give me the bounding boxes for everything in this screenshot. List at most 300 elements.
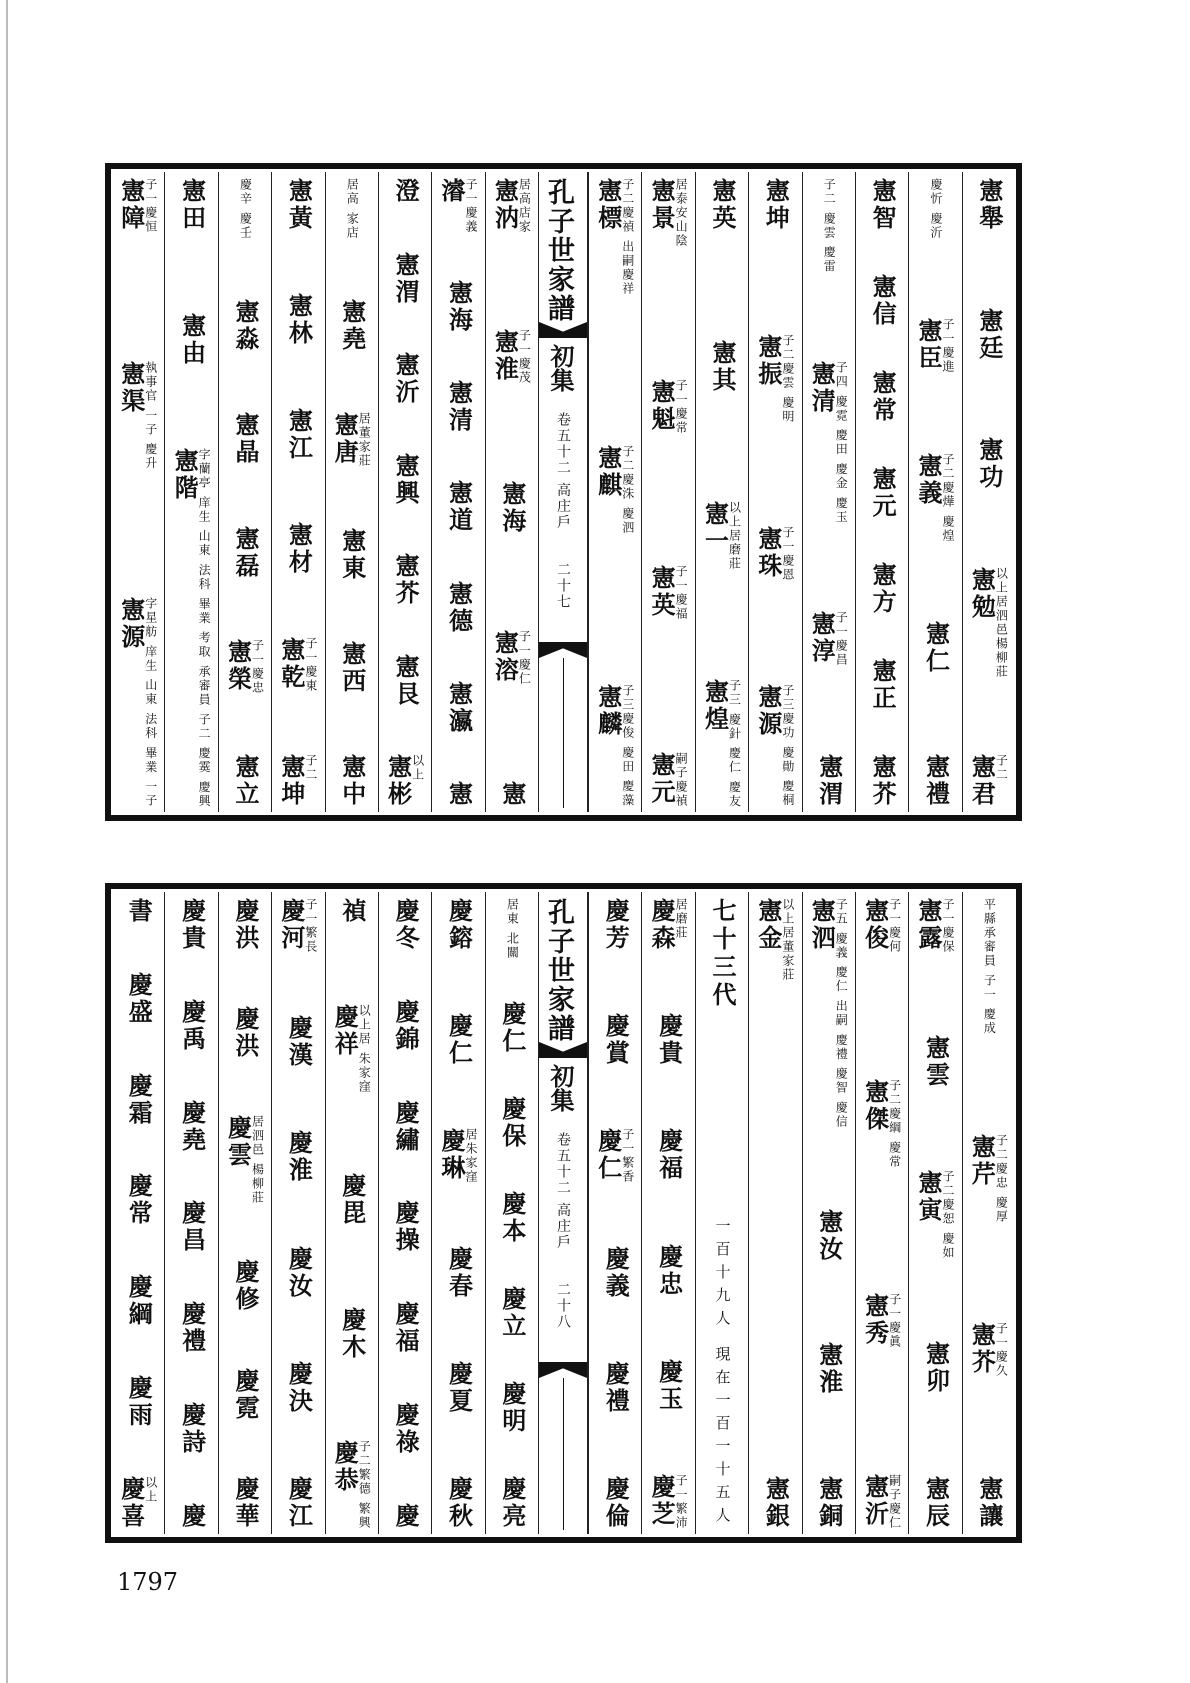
text-column <box>378 892 431 1534</box>
person-name: 憲中 <box>337 754 367 808</box>
text-column <box>908 892 961 1534</box>
genealogy-entry <box>821 178 836 274</box>
genealogy-entry <box>497 1475 527 1530</box>
genealogy-entry <box>969 1134 1008 1224</box>
person-name: 慶 <box>177 1502 207 1530</box>
person-name: 慶冬 <box>391 898 421 952</box>
annotation-note: 子一慶昌 <box>834 610 849 667</box>
genealogy-entry <box>713 1218 732 1530</box>
genealogy-entry <box>116 360 158 471</box>
annotation-note: 嗣子慶仁 <box>887 1473 902 1530</box>
annotation-note: 以上 <box>410 754 425 782</box>
person-name: 慶錦 <box>391 998 421 1053</box>
person-name: 慶禮 <box>177 1301 207 1356</box>
genealogy-entry <box>921 1475 951 1530</box>
annotation-note: 子一慶義 <box>463 178 478 234</box>
genealogy-entry <box>337 299 367 354</box>
annotation-note: 居東 北關 <box>505 898 520 960</box>
person-name: 憲由 <box>177 312 207 367</box>
person-name: 憲江 <box>284 407 314 462</box>
person-name: 慶繡 <box>391 1099 421 1154</box>
genealogy-entry <box>337 898 367 925</box>
person-name: 憲君 <box>967 754 997 808</box>
person-name: 憲元 <box>647 751 677 806</box>
person-name: 慶夏 <box>444 1360 474 1415</box>
text-column <box>855 172 908 812</box>
text-column <box>271 892 324 1534</box>
genealogy-entry <box>913 318 955 375</box>
genealogy-entry <box>177 1200 207 1255</box>
genealogy-entry <box>444 1013 474 1068</box>
genealogy-entry <box>337 1173 367 1228</box>
annotation-note: 子一慶保 <box>940 898 955 954</box>
genealogy-entry <box>444 1245 474 1300</box>
text-column <box>431 172 484 812</box>
person-name: 憲源 <box>753 684 783 739</box>
annotation-note: 居泗邑 楊柳莊 <box>250 1114 265 1205</box>
person-name: 慶貴 <box>177 898 207 952</box>
page-number: 1797 <box>117 1568 179 1596</box>
genealogy-entry <box>860 898 902 954</box>
person-name: 憲田 <box>177 178 207 232</box>
genealogy-entry <box>444 898 474 952</box>
person-name: 憲信 <box>868 274 898 328</box>
genealogy-entry <box>753 684 795 808</box>
person-name: 慶祿 <box>391 1402 421 1457</box>
genealogy-entry <box>809 611 848 667</box>
person-name: 憲煌 <box>700 678 730 733</box>
person-name: 憲一 <box>700 501 730 556</box>
person-name: 慶漢 <box>284 1015 314 1070</box>
genealogy-entry <box>492 329 531 385</box>
folio-number: 二十八 <box>555 1282 571 1330</box>
genealogy-entry <box>974 178 1004 232</box>
annotation-note: 子二慶洙 慶泗 <box>620 445 635 535</box>
genealogy-entry <box>436 178 478 234</box>
fishtail-mark-icon <box>539 1362 587 1378</box>
genealogy-entry <box>444 680 474 735</box>
genealogy-entry <box>124 1173 154 1228</box>
genealogy-entry <box>593 684 635 808</box>
text-column <box>641 892 694 1534</box>
annotation-note: 以上居 朱家窪 <box>357 1004 372 1095</box>
person-name: 憲淼 <box>230 299 260 354</box>
genealogy-entry <box>444 380 474 435</box>
person-name: 憲卯 <box>921 1340 951 1395</box>
genealogy-entry <box>444 480 474 535</box>
genealogy-entry <box>230 1367 260 1422</box>
genealogy-entry <box>761 178 791 232</box>
center-fold-column <box>538 172 588 812</box>
person-name: 憲芥 <box>967 1321 997 1376</box>
person-name: 慶雲 <box>223 1114 253 1169</box>
genealogy-entry <box>809 361 848 524</box>
person-name: 慶雨 <box>124 1375 154 1430</box>
person-name: 慶堯 <box>177 1099 207 1154</box>
person-name: 憲標 <box>593 178 623 232</box>
annotation-note: 子二慶禎 出嗣慶祥 <box>620 178 635 296</box>
center-fold-column <box>538 892 588 1534</box>
person-name: 憲黃 <box>284 178 314 232</box>
person-name: 慶常 <box>124 1173 154 1228</box>
person-name: 憲坤 <box>761 178 791 232</box>
person-name: 慶玉 <box>654 1358 684 1413</box>
genealogy-entry <box>814 1208 844 1263</box>
genealogy-entry <box>702 679 741 808</box>
genealogy-entry <box>391 251 421 306</box>
genealogy-entry <box>276 898 318 954</box>
annotation-note: 子三 慶針 慶仁 慶友 <box>727 678 742 808</box>
annotation-note: 以上居董家莊 <box>780 898 795 982</box>
person-name: 慶立 <box>497 1285 527 1340</box>
person-name: 慶春 <box>444 1245 474 1300</box>
genealogy-entry <box>444 280 474 335</box>
bottom-columns <box>112 892 1015 1534</box>
genealogy-entry <box>974 437 1004 491</box>
person-name: 慶霓 <box>230 1367 260 1422</box>
text-column <box>641 172 694 812</box>
genealogy-entry <box>337 754 367 808</box>
fishtail-mark-icon <box>539 1042 587 1058</box>
genealogy-entry <box>124 1072 154 1127</box>
text-column <box>485 892 538 1534</box>
volume-label: 初集 <box>546 344 575 392</box>
genealogy-entry <box>444 1475 474 1530</box>
genealogy-entry <box>497 781 527 808</box>
person-name: 慶洪 <box>230 898 260 952</box>
person-name: 憲常 <box>868 370 898 424</box>
genealogy-entry <box>497 1285 527 1340</box>
genealogy-entry <box>601 1360 631 1415</box>
person-name: 慶修 <box>230 1259 260 1314</box>
person-name: 慶決 <box>284 1360 314 1415</box>
genealogy-entry <box>593 445 635 535</box>
person-name: 慶秋 <box>444 1475 474 1530</box>
person-name: 憲海 <box>444 280 474 335</box>
genealogy-entry <box>868 754 898 808</box>
person-name: 慶詩 <box>177 1402 207 1457</box>
person-name: 憲 <box>497 781 527 808</box>
genealogy-entry <box>284 1130 314 1185</box>
person-name: 憲淮 <box>814 1342 844 1397</box>
annotation-note: 子三慶俊 慶田 慶藻 <box>620 684 635 808</box>
genealogy-entry <box>928 178 943 240</box>
person-name: 憲沂 <box>391 352 421 406</box>
genealogy-entry <box>492 630 531 686</box>
genealogy-entry <box>753 898 795 982</box>
annotation-note: 嗣子慶禎 <box>674 751 689 808</box>
person-name: 憲景 <box>647 178 677 232</box>
annotation-note: 子一慶何 <box>887 898 902 954</box>
bottom-genealogy-page <box>105 883 1022 1543</box>
annotation-note: 子二 <box>303 753 318 782</box>
genealogy-entry <box>337 527 367 582</box>
annotation-note: 子二 慶雲 慶雷 <box>822 178 837 274</box>
genealogy-entry <box>230 1259 260 1314</box>
person-name: 憲渭 <box>391 251 421 306</box>
text-column <box>218 892 271 1534</box>
genealogy-entry <box>601 1245 631 1300</box>
genealogy-entry <box>230 525 260 580</box>
annotation-note: 以上居泗邑楊柳莊 <box>994 566 1009 679</box>
person-name: 憲堯 <box>337 299 367 354</box>
genealogy-entry <box>337 1306 367 1361</box>
genealogy-entry <box>284 522 314 577</box>
person-name: 慶喜 <box>116 1475 146 1530</box>
genealogy-entry <box>436 1128 478 1185</box>
genealogy-entry <box>344 178 359 240</box>
person-name: 慶江 <box>284 1475 314 1530</box>
person-name: 憲 <box>444 780 474 808</box>
top-columns <box>112 172 1015 812</box>
genealogy-entry <box>913 898 955 954</box>
person-name: 慶保 <box>497 1095 527 1150</box>
annotation-note: 子一慶福 <box>674 565 689 622</box>
genealogy-entry <box>497 1000 527 1055</box>
genealogy-entry <box>276 753 318 808</box>
person-name: 憲傑 <box>860 1078 890 1133</box>
genealogy-entry <box>761 1476 791 1530</box>
genealogy-entry <box>230 1006 260 1061</box>
person-name: 慶盛 <box>124 971 154 1026</box>
person-name: 慶芳 <box>601 898 631 952</box>
person-name: 憲正 <box>868 658 898 712</box>
genealogy-entry <box>225 1115 264 1205</box>
person-name: 慶亮 <box>497 1475 527 1530</box>
person-name: 憲溶 <box>490 629 520 684</box>
annotation-note: 以上 <box>143 1475 158 1504</box>
person-name: 憲智 <box>868 178 898 232</box>
genealogy-entry <box>969 754 1008 808</box>
genealogy-entry <box>124 971 154 1026</box>
genealogy-entry <box>504 898 519 960</box>
genealogy-entry <box>391 653 421 708</box>
person-name: 憲磊 <box>230 525 260 580</box>
genealogy-entry <box>177 998 207 1053</box>
person-name: 憲汭 <box>490 178 520 232</box>
person-name: 憲銅 <box>814 1476 844 1530</box>
person-name: 慶義 <box>601 1245 631 1300</box>
person-name: 慶操 <box>391 1200 421 1255</box>
person-name: 憲勉 <box>967 566 997 621</box>
annotation-note: 子一慶恩 <box>780 526 795 583</box>
genealogy-entry <box>860 1078 902 1169</box>
person-name: 憲露 <box>913 898 943 952</box>
genealogy-entry <box>177 1502 207 1530</box>
genealogy-entry <box>497 480 527 535</box>
genealogy-entry <box>284 1245 314 1300</box>
annotation-note: 子一慶進 <box>940 318 955 375</box>
fishtail-mark-icon <box>539 642 587 658</box>
person-name: 憲東 <box>337 527 367 582</box>
genealogy-entry <box>654 1128 684 1183</box>
juan-label: 卷五十二 高庄戶 <box>555 412 571 531</box>
person-name: 憲興 <box>391 452 421 507</box>
annotation-note: 子四 慶霓 慶田 慶金 慶玉 <box>834 360 849 524</box>
person-name: 憲坤 <box>276 753 306 808</box>
person-name: 慶木 <box>337 1306 367 1361</box>
annotation-note: 子二慶雲 慶明 <box>780 334 795 424</box>
person-name: 慶華 <box>230 1475 260 1530</box>
genealogy-entry <box>868 562 898 616</box>
person-name: 憲禮 <box>921 753 951 808</box>
annotation-note: 子一繁長 <box>303 898 318 954</box>
person-name: 憲晶 <box>230 412 260 467</box>
genealogy-entry <box>284 178 314 232</box>
genealogy-entry <box>649 1474 688 1530</box>
text-column <box>218 172 271 812</box>
genealogy-entry <box>969 567 1008 679</box>
genealogy-entry <box>284 1475 314 1530</box>
genealogy-entry <box>230 754 260 808</box>
book-title: 孔子世家譜 <box>543 178 574 323</box>
annotation-note: 居高店家 <box>517 178 532 234</box>
person-name: 憲乾 <box>276 637 306 692</box>
person-name: 憲麒 <box>593 445 623 500</box>
text-column <box>962 892 1015 1534</box>
annotation-note: 居董家莊 <box>357 412 372 469</box>
person-name: 憲源 <box>116 596 146 651</box>
person-name: 憲清 <box>444 380 474 435</box>
genealogy-entry <box>391 1402 421 1457</box>
text-column <box>164 892 217 1534</box>
person-name: 慶洪 <box>230 1006 260 1061</box>
person-name: 憲英 <box>707 178 737 232</box>
annotation-note: 執事官 一子 慶升 <box>143 360 158 471</box>
text-column <box>695 172 748 812</box>
person-name: 慶仁 <box>444 1013 474 1068</box>
person-name: 憲渠 <box>116 360 146 415</box>
person-name: 慶芝 <box>647 1473 677 1528</box>
person-name: 慶 <box>391 1502 421 1530</box>
genealogy-entry <box>753 334 795 424</box>
person-name: 書 <box>124 898 154 925</box>
person-name: 憲辰 <box>921 1475 951 1530</box>
person-name: 憲秀 <box>860 1293 890 1348</box>
genealogy-entry <box>391 352 421 406</box>
person-name: 慶忠 <box>654 1243 684 1298</box>
person-name: 憲功 <box>974 437 1004 491</box>
genealogy-entry <box>284 1360 314 1415</box>
genealogy-entry <box>177 1301 207 1356</box>
genealogy-entry <box>391 452 421 507</box>
person-name: 憲讓 <box>974 1475 1004 1530</box>
genealogy-entry <box>230 299 260 354</box>
person-name: 慶鎔 <box>444 898 474 952</box>
fishtail-mark-icon <box>539 322 587 338</box>
genealogy-entry <box>601 898 631 952</box>
person-name: 澄 <box>391 178 421 205</box>
person-name: 憲德 <box>444 580 474 635</box>
person-name: 憲艮 <box>391 653 421 708</box>
annotation-note: 子一慶常 <box>674 378 689 435</box>
annotation-note: 子三慶功 慶勛 慶桐 <box>780 684 795 808</box>
person-name: 憲臣 <box>913 318 943 373</box>
genealogy-entry <box>497 1380 527 1435</box>
person-name: 憲彬 <box>383 754 413 808</box>
person-name: 憲雲 <box>921 1035 951 1090</box>
person-name: 憲林 <box>284 292 314 347</box>
genealogy-entry <box>649 379 688 435</box>
person-name: 憲淳 <box>807 610 837 665</box>
person-name: 憲振 <box>753 334 783 389</box>
annotation-note: 字蘭亭 庠生 山東 法科 畢業 考取 承審員 子二 慶霙 慶興 <box>197 447 212 808</box>
annotation-note: 子一繁沛 <box>674 1473 689 1530</box>
person-name: 憲沂 <box>860 1473 890 1528</box>
person-name: 禎 <box>337 898 367 925</box>
genealogy-entry <box>332 412 371 468</box>
annotation-note: 子二慶燁 慶煌 <box>940 452 955 543</box>
genealogy-entry <box>814 754 844 808</box>
genealogy-entry <box>654 1358 684 1413</box>
person-name: 憲瀛 <box>444 680 474 735</box>
person-name: 慶琳 <box>436 1128 466 1183</box>
genealogy-entry <box>593 1128 635 1185</box>
person-name: 憲金 <box>753 898 783 952</box>
text-column <box>271 172 324 812</box>
genealogy-entry <box>444 1360 474 1415</box>
annotation-note: 平縣承審員 子一 慶成 <box>982 898 997 1036</box>
person-name: 憲魁 <box>647 378 677 433</box>
text-column <box>112 892 164 1534</box>
genealogy-entry <box>177 1099 207 1154</box>
text-column <box>802 172 855 812</box>
person-name: 憲舉 <box>974 178 1004 232</box>
person-name: 憲芥 <box>391 553 421 607</box>
person-name: 慶祥 <box>330 1004 360 1059</box>
annotation-note: 一百十九人 現在一百一十五人 <box>713 1218 732 1530</box>
genealogy-entry <box>391 1502 421 1530</box>
person-name: 憲障 <box>116 178 146 232</box>
person-name: 慶明 <box>497 1380 527 1435</box>
text-column <box>695 892 748 1534</box>
text-column <box>802 892 855 1534</box>
person-name: 慶賞 <box>601 1013 631 1068</box>
person-name: 慶汝 <box>284 1245 314 1300</box>
genealogy-entry <box>177 178 207 232</box>
text-column <box>485 172 538 812</box>
genealogy-entry <box>230 1475 260 1530</box>
genealogy-entry <box>332 1004 371 1094</box>
annotation-note: 以上居磨莊 <box>727 501 742 572</box>
person-name: 憲珠 <box>753 526 783 581</box>
genealogy-entry <box>492 178 531 234</box>
person-name: 憲俊 <box>860 898 890 952</box>
genealogy-entry <box>981 898 996 1036</box>
folio-number: 二十七 <box>555 562 571 610</box>
person-name: 憲渭 <box>814 754 844 808</box>
person-name: 憲義 <box>913 452 943 507</box>
genealogy-entry <box>913 452 955 543</box>
genealogy-entry <box>230 898 260 952</box>
genealogy-entry <box>337 640 367 695</box>
genealogy-entry <box>969 1322 1008 1378</box>
genealogy-entry <box>172 448 211 808</box>
annotation-note: 子一慶恒 <box>143 178 158 234</box>
person-name: 憲泗 <box>807 898 837 952</box>
person-name: 憲廷 <box>974 307 1004 362</box>
annotation-note: 子二慶忠 慶厚 <box>994 1133 1009 1224</box>
person-name: 慶毘 <box>337 1173 367 1228</box>
person-name: 慶本 <box>497 1190 527 1245</box>
genealogy-entry <box>497 1095 527 1150</box>
genealogy-entry <box>225 639 264 695</box>
person-name: 慶恭 <box>330 1440 360 1495</box>
genealogy-entry <box>116 178 158 234</box>
genealogy-entry <box>116 1475 158 1530</box>
person-name: 憲其 <box>707 339 737 394</box>
annotation-note: 慶辛 慶壬 <box>238 178 253 240</box>
